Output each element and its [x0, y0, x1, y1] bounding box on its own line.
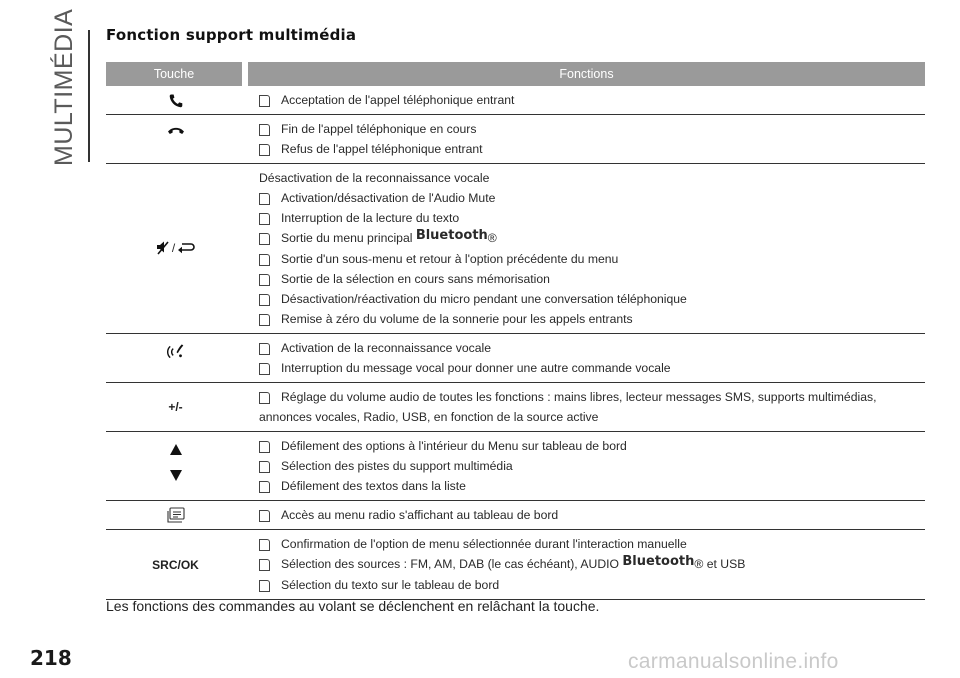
- bluetooth-brand: Bluetooth: [622, 554, 695, 569]
- bluetooth-brand: Bluetooth: [415, 228, 488, 243]
- table-row: [106, 86, 925, 115]
- function-text: Accès au menu radio s'affichant au tableau de bord: [281, 508, 559, 522]
- checkbox-bullet-icon: [259, 461, 270, 473]
- key-cell: [106, 530, 245, 600]
- function-line: [259, 505, 925, 525]
- voice-command-icon: [167, 342, 185, 360]
- key-cell: [106, 164, 245, 334]
- function-text: Sortie de la sélection en cours sans mémorisation: [281, 272, 550, 286]
- function-cell: [245, 432, 925, 501]
- key-separator: /: [171, 240, 176, 255]
- function-line: [259, 119, 925, 139]
- arrow-up-icon: [106, 444, 245, 455]
- function-line: [259, 358, 925, 378]
- checkbox-bullet-icon: [259, 441, 270, 453]
- checkbox-bullet-icon: [259, 314, 270, 326]
- phone-hangup-icon: [167, 124, 185, 136]
- checkbox-bullet-icon: [259, 95, 270, 107]
- table-row: [106, 164, 925, 334]
- section-side-title-text: MULTIMÉDIA: [50, 8, 78, 166]
- section-side-title: [44, 8, 84, 166]
- checkbox-bullet-icon: [259, 274, 270, 286]
- function-line: [259, 575, 925, 595]
- table-header-row: [106, 62, 925, 86]
- key-cell: [106, 115, 245, 164]
- function-text: Défilement des textos dans la liste: [281, 479, 466, 493]
- page-number: 218: [30, 646, 72, 670]
- mute-icon: [156, 240, 170, 258]
- checkbox-bullet-icon: [259, 213, 270, 225]
- arrow-down-icon: [106, 470, 245, 481]
- checkbox-bullet-icon: [259, 510, 270, 522]
- checkbox-bullet-icon: [259, 144, 270, 156]
- function-text: Désactivation/réactivation du micro pendant une conversation téléphonique: [281, 292, 687, 306]
- function-line: [259, 407, 925, 427]
- checkbox-bullet-icon: [259, 392, 270, 404]
- function-line: [259, 476, 925, 496]
- function-cell: [245, 164, 925, 334]
- function-text: Confirmation de l'option de menu sélectionnée durant l'interaction manuelle: [281, 537, 687, 551]
- function-line: [259, 338, 925, 358]
- watermark: carmanualsonline.info: [628, 650, 839, 673]
- function-cell: [245, 501, 925, 530]
- function-text: Sélection des sources : FM, AM, DAB (le cas échéant), AUDIO: [281, 557, 623, 571]
- key-cell: [106, 501, 245, 530]
- function-text: Activation de la reconnaissance vocale: [281, 341, 492, 355]
- function-text: Réglage du volume audio de toutes les fonctions : mains libres, lecteur messages SMS, supports multimédias,: [281, 390, 877, 404]
- key-arrows: [106, 432, 245, 481]
- return-icon: [177, 241, 195, 258]
- table-row: [106, 334, 925, 383]
- function-cell: [245, 86, 925, 115]
- header-fonctions: Fonctions: [245, 62, 925, 86]
- function-text: annonces vocales, Radio, USB, en fonction de la source active: [259, 410, 599, 424]
- key-cell: [106, 334, 245, 383]
- footnote: Les fonctions des commandes au volant se déclenchent en relâchant la touche.: [106, 598, 600, 614]
- checkbox-bullet-icon: [259, 233, 270, 245]
- function-text: Remise à zéro du volume de la sonnerie pour les appels entrants: [281, 312, 633, 326]
- function-text: Refus de l'appel téléphonique entrant: [281, 142, 483, 156]
- function-line: [259, 456, 925, 476]
- checkbox-bullet-icon: [259, 481, 270, 493]
- function-line: [259, 208, 925, 228]
- function-line: [259, 249, 925, 269]
- brand-suffix: ®: [487, 231, 497, 245]
- function-line: [259, 534, 925, 554]
- checkbox-bullet-icon: [259, 363, 270, 375]
- function-line: [259, 436, 925, 456]
- function-line: [259, 289, 925, 309]
- table-row: [106, 432, 925, 501]
- page-title: Fonction support multimédia: [106, 26, 357, 44]
- function-line: [259, 188, 925, 208]
- function-text: Activation/désactivation de l'Audio Mute: [281, 191, 496, 205]
- brand-suffix: ® et USB: [694, 557, 746, 571]
- table-row: [106, 501, 925, 530]
- function-cell: [245, 383, 925, 432]
- header-touche: Touche: [106, 62, 245, 86]
- checkbox-bullet-icon: [259, 343, 270, 355]
- function-text: Interruption du message vocal pour donner une autre commande vocale: [281, 361, 671, 375]
- function-line: [259, 269, 925, 289]
- function-text: Interruption de la lecture du texto: [281, 211, 460, 225]
- function-line: [259, 228, 925, 249]
- phone-accept-icon: [168, 93, 184, 109]
- function-text: Défilement des options à l'intérieur du Menu sur tableau de bord: [281, 439, 627, 453]
- function-line: [259, 554, 925, 575]
- function-text: Fin de l'appel téléphonique en cours: [281, 122, 477, 136]
- checkbox-bullet-icon: [259, 580, 270, 592]
- key-cell: [106, 432, 245, 501]
- function-text: Sortie d'un sous-menu et retour à l'option précédente du menu: [281, 252, 619, 266]
- side-rule: [88, 30, 90, 162]
- table-row: [106, 530, 925, 600]
- function-text: Sélection des pistes du support multimédia: [281, 459, 513, 473]
- function-text: Sélection du texto sur le tableau de bord: [281, 578, 500, 592]
- key-label: +/-: [168, 400, 183, 414]
- function-text: Désactivation de la reconnaissance vocale: [259, 171, 490, 185]
- key-label: SRC/OK: [152, 557, 199, 572]
- function-text: Sortie du menu principal: [281, 231, 416, 245]
- function-text: Acceptation de l'appel téléphonique entrant: [281, 93, 515, 107]
- controls-table: [106, 62, 925, 600]
- checkbox-bullet-icon: [259, 124, 270, 136]
- checkbox-bullet-icon: [259, 193, 270, 205]
- key-cell: [106, 383, 245, 432]
- function-line: [259, 90, 925, 110]
- key-cell: [106, 86, 245, 115]
- function-line: [259, 309, 925, 329]
- checkbox-bullet-icon: [259, 559, 270, 571]
- function-cell: [245, 334, 925, 383]
- function-line: [259, 168, 925, 188]
- checkbox-bullet-icon: [259, 539, 270, 551]
- checkbox-bullet-icon: [259, 254, 270, 266]
- function-cell: [245, 530, 925, 600]
- radio-menu-icon: [167, 507, 185, 523]
- function-line: [259, 387, 925, 407]
- table-row: [106, 383, 925, 432]
- function-cell: [245, 115, 925, 164]
- table-row: [106, 115, 925, 164]
- checkbox-bullet-icon: [259, 294, 270, 306]
- function-line: [259, 139, 925, 159]
